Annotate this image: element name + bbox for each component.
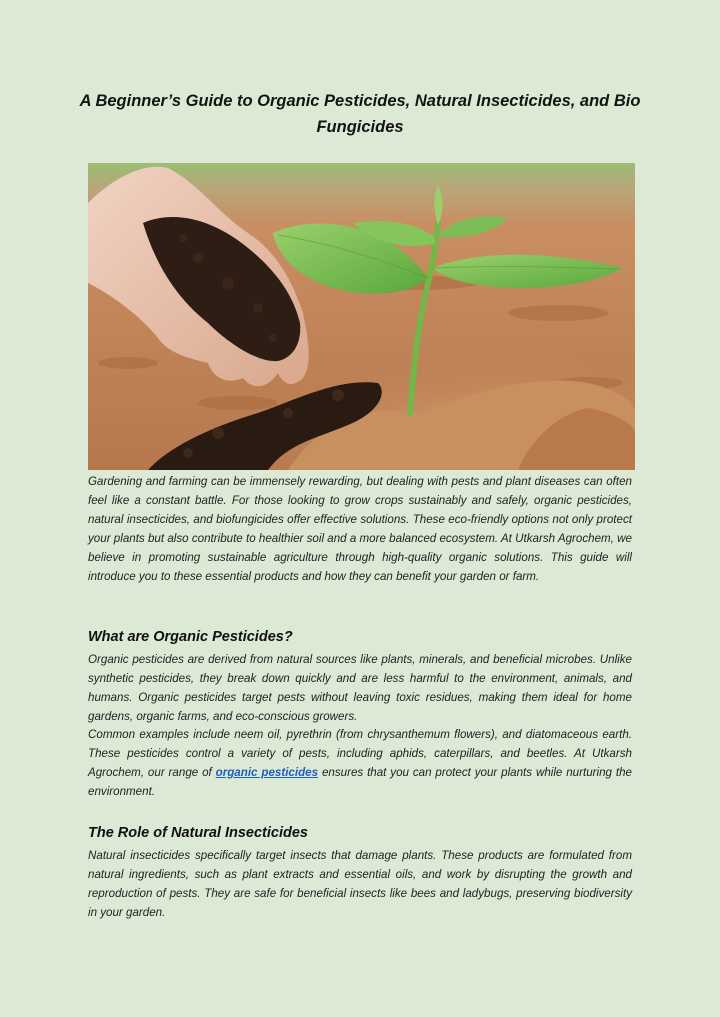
organic-pesticides-paragraph-1: Organic pesticides are derived from natural sources like plants, minerals, and beneficial microbes. Unlike synthetic pesticides, they break down quickly and are less harmful to the environment, animals, and humans. Organic pesticides target pests without leaving toxic residues, making them ideal for home gardens, organic farms, and eco-conscious growers. (88, 653, 632, 723)
organic-pesticides-paragraph-2 (88, 726, 632, 802)
document-title: A Beginner’s Guide to Organic Pesticides, Natural Insecticides, and Bio Fungicides (79, 92, 641, 136)
section-heading-natural-insecticides: The Role of Natural Insecticides (88, 825, 308, 841)
natural-insecticides-paragraph: Natural insecticides specifically target insects that damage plants. These products are formulated from natural ingredients, such as plant extracts and essential oils, and work by disrupting the growth and reproduction of pests. They are safe for beneficial insects like bees and ladybugs, preserving biodiversity in your garden. (88, 849, 632, 919)
section-heading-organic-pesticides: What are Organic Pesticides? (88, 629, 293, 645)
paragraph-text-after-link: ensures that you can protect your plants while nurturing the environment. (88, 765, 632, 798)
paragraph-text-before-link: Common examples include neem oil, pyrethrin (from chrysanthemum flowers), and diatomaceous earth. These pesticides control a variety of pests, including aphids, caterpillars, and beetles. At Utkarsh Agrochem, our range of (88, 728, 632, 779)
hero-illustration (88, 163, 635, 470)
hero-image (88, 163, 635, 470)
intro-paragraph: Gardening and farming can be immensely rewarding, but dealing with pests and plant diseases can often feel like a constant battle. For those looking to grow crops sustainably and safely, organic pesticides, natural insecticides, and biofungicides offer effective solutions. These eco-friendly options not only protect your plants but also contribute to healthier soil and a more balanced ecosystem. At Utkarsh Agrochem, we believe in promoting sustainable agriculture through high-quality organic solutions. This guide will introduce you to these essential products and how they can benefit your garden or farm. (88, 475, 632, 583)
organic-pesticides-link[interactable]: organic pesticides (215, 765, 319, 779)
